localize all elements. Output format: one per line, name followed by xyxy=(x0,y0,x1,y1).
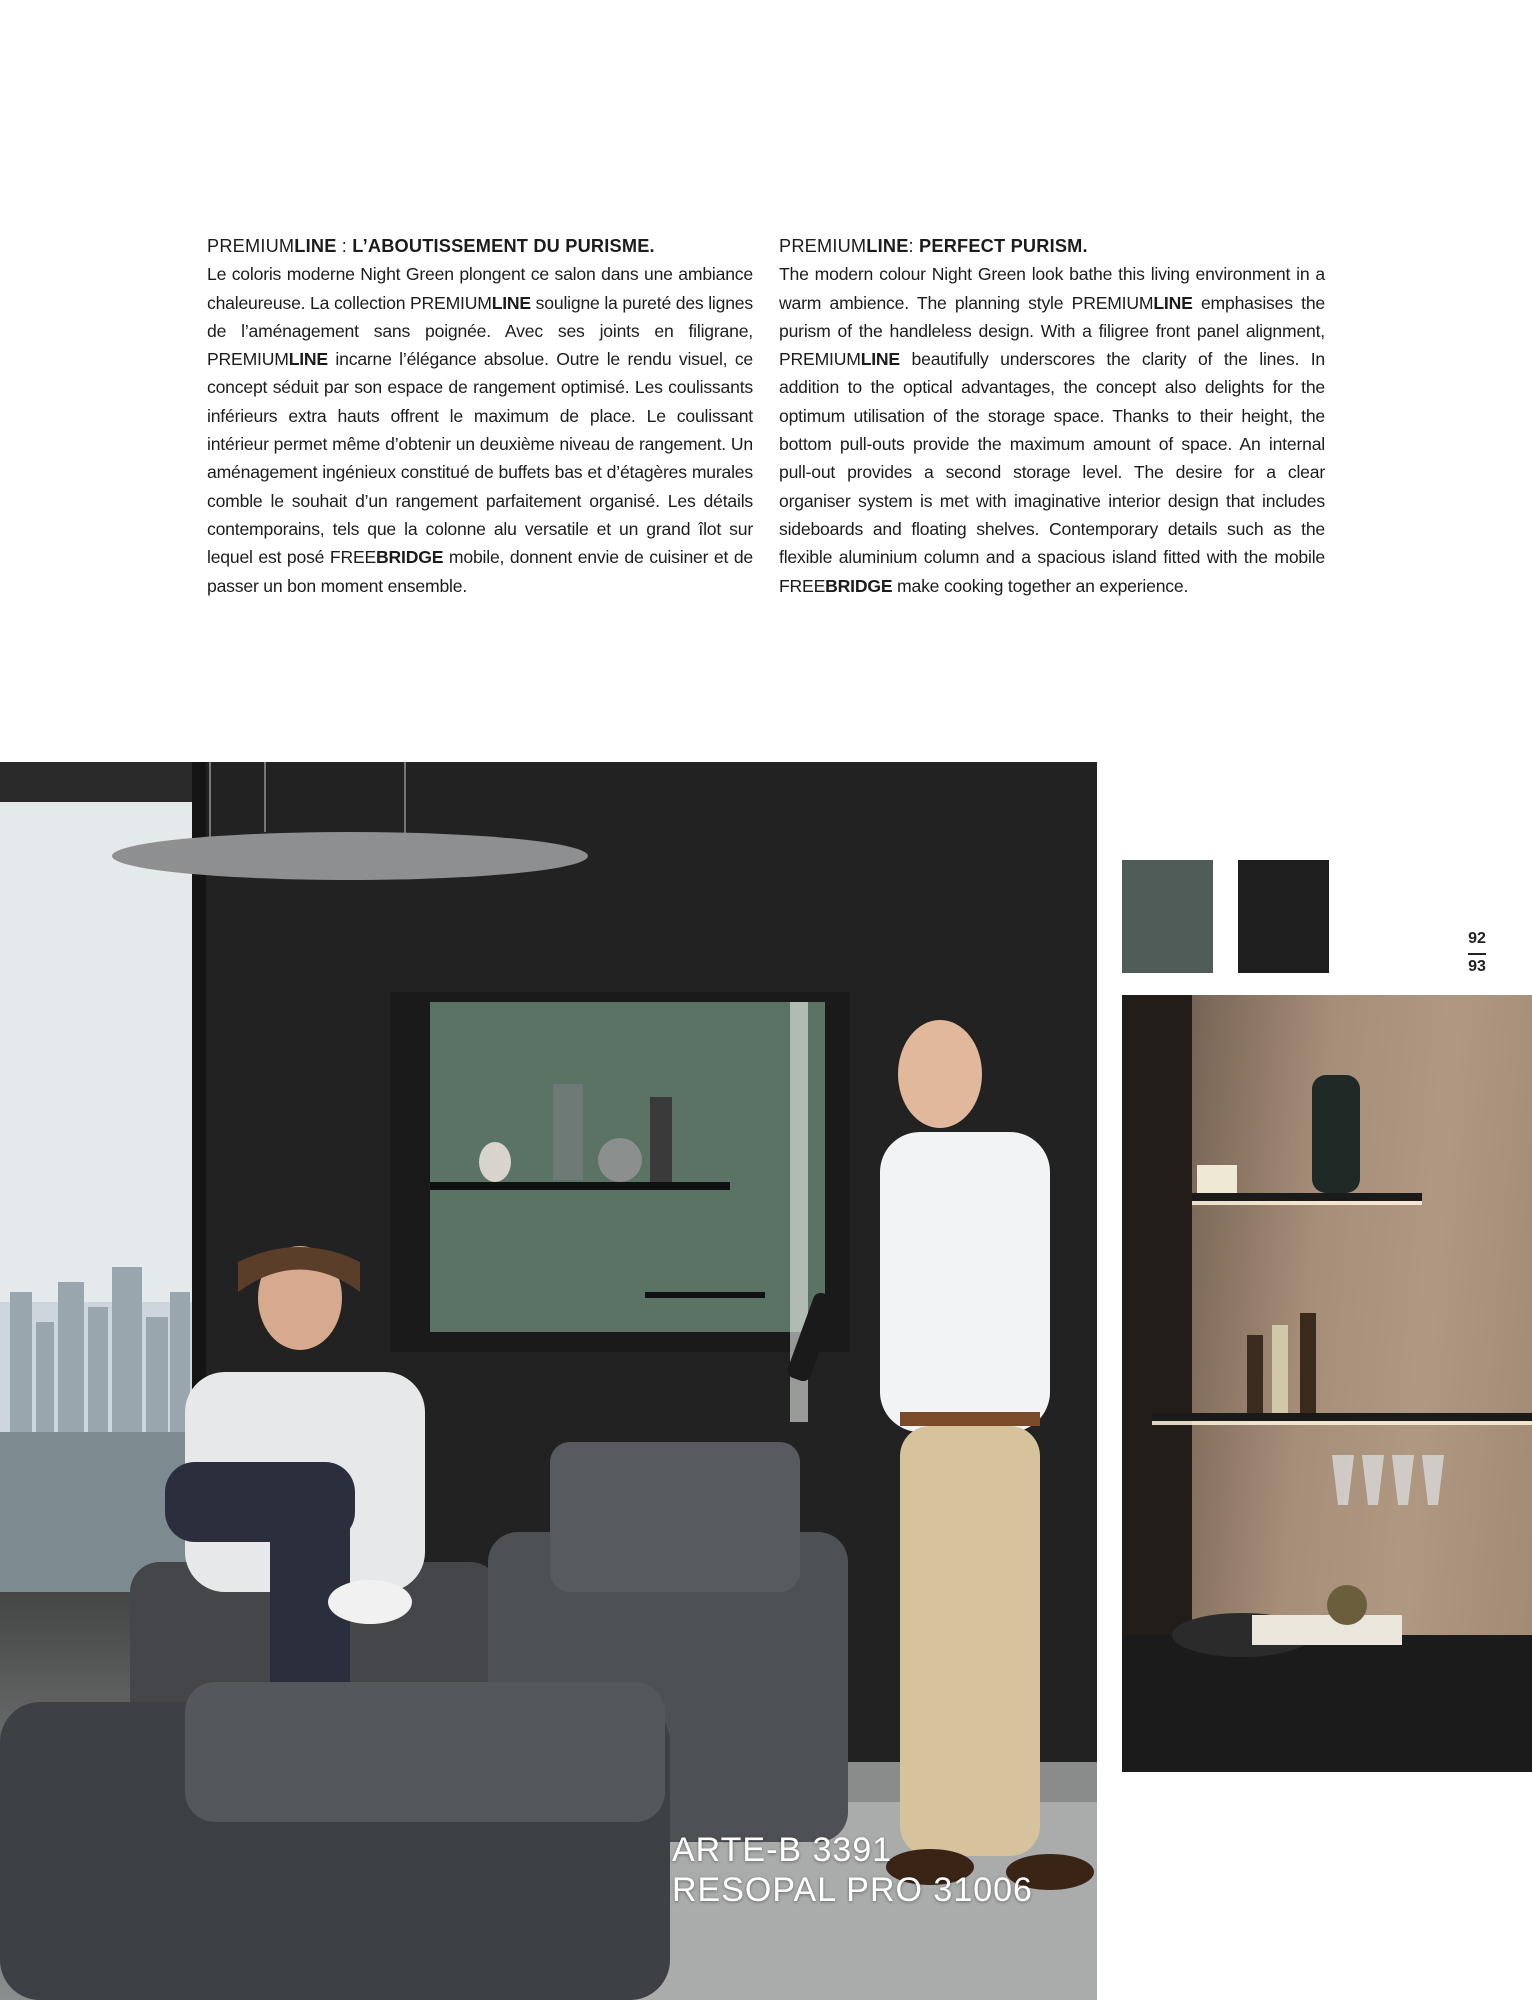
bottle-2 xyxy=(1272,1325,1288,1413)
english-heading-brand-prefix: PREMIUM xyxy=(779,236,867,256)
french-body-paragraph xyxy=(207,260,753,600)
product-caption xyxy=(672,1830,1033,1910)
standing-man-head xyxy=(898,1020,982,1128)
upper-shelf-vase xyxy=(1312,1075,1360,1193)
page-number-left: 92 xyxy=(1468,930,1486,947)
french-body-part-2: souligne la pureté des lignes de l’aménagement sans poignée. Avec ses joints en filigrane, PREMIUM xyxy=(207,292,753,370)
seated-man-sneaker xyxy=(328,1580,412,1624)
english-body-part-2: emphasises the purism of the handleless design. With a filigree front panel alignment, PREMIUM xyxy=(779,292,1325,370)
vase-small xyxy=(479,1142,511,1182)
niche-shelf-lower xyxy=(645,1292,765,1298)
english-heading-title: PERFECT PURISM. xyxy=(919,236,1088,256)
upper-shelf-lamp xyxy=(1197,1165,1237,1193)
french-body-part-1: Le coloris moderne Night Green plongent ce salon dans une ambiance chaleureuse. La collection PREMIUM xyxy=(207,264,753,313)
french-body-bold-1: LINE xyxy=(491,292,531,313)
english-body-part-4: make cooking together an experience. xyxy=(892,575,1189,596)
living-room-illustration xyxy=(0,762,1097,2000)
french-heading-separator: : xyxy=(336,236,353,256)
standing-man-shirt xyxy=(880,1132,1050,1432)
upper-shelf xyxy=(1192,1193,1422,1201)
english-body-bold-2: LINE xyxy=(860,349,900,370)
english-body-paragraph xyxy=(779,260,1325,600)
french-body-bold-3: BRIDGE xyxy=(376,547,444,568)
caption-line-2: RESOPAL PRO 31006 xyxy=(672,1871,1033,1909)
decor-sphere xyxy=(1327,1585,1367,1625)
page-number-right: 93 xyxy=(1468,958,1486,975)
black-swatch xyxy=(1238,860,1329,973)
window-sky xyxy=(0,802,195,1302)
niche-shelf-upper xyxy=(430,1182,730,1190)
english-body-part-1: The modern colour Night Green look bathe this living environment in a warm ambience. The planning style PREMIUM xyxy=(779,264,1325,313)
night-green-swatch xyxy=(1122,860,1213,973)
english-body-bold-3: BRIDGE xyxy=(825,575,893,596)
french-heading-brand-bold: LINE xyxy=(294,236,337,256)
vase-glass xyxy=(553,1084,583,1180)
english-body-bold-1: LINE xyxy=(1153,292,1193,313)
french-body-part-4: mobile, donnent envie de cuisiner et de passer un bon moment ensemble. xyxy=(207,547,754,596)
vase-round xyxy=(598,1138,642,1182)
lower-shelf xyxy=(1152,1413,1532,1421)
bottle-1 xyxy=(1247,1335,1263,1413)
standing-man-trousers xyxy=(900,1426,1040,1856)
english-text-column xyxy=(779,232,1325,600)
english-body-part-3: beautifully underscores the clarity of the lines. In addition to the optical advantages, the concept also delights for the optimum utilisation of the storage space. Thanks to their height, the bottom pull-outs provide the maximum amount of space. An internal pull-out provides a second storage level. The desire for a clear organiser system is met with imaginative interior design that includes sideboards and floating shelves. Contemporary details such as the flexible aluminium column and a spacious island fitted with the mobile FREE xyxy=(779,349,1325,596)
french-heading-brand-prefix: PREMIUM xyxy=(207,236,295,256)
upper-shelf-light xyxy=(1192,1201,1422,1205)
shelf-detail-photo xyxy=(1122,995,1532,1772)
french-body-part-3: incarne l’élégance absolue. Outre le rendu visuel, ce concept séduit par son espace de rangement optimisé. Les coulissants inférieurs extra hauts offrent le maximum de place. Le coulissant intérieur permet même d’obtenir un deuxième niveau de rangement. Un aménagement ingénieux constitué de buffets bas et d’étagères murales comble le souhait d’un rangement parfaitement organisé. Les détails contemporains, tels que la colonne alu versatile et un grand îlot sur lequel est posé FREE xyxy=(207,349,753,568)
foreground-sofa-cushion xyxy=(185,1682,665,1822)
counter xyxy=(1122,1635,1532,1772)
french-heading xyxy=(207,232,753,260)
french-body-bold-2: LINE xyxy=(288,349,328,370)
lower-shelf-light xyxy=(1152,1421,1532,1425)
shelf-detail-illustration xyxy=(1122,995,1532,1772)
living-room-photo xyxy=(0,762,1097,2000)
french-heading-title: L’ABOUTISSEMENT DU PURISME. xyxy=(352,236,655,256)
french-text-column xyxy=(207,232,753,600)
armchair-right-back xyxy=(550,1442,800,1592)
english-heading-separator: : xyxy=(908,236,920,256)
english-heading xyxy=(779,232,1325,260)
book-stack xyxy=(1252,1615,1402,1645)
caption-line-1: ARTE-B 3391 xyxy=(672,1831,893,1869)
bottle-3 xyxy=(1300,1313,1316,1413)
standing-man-belt xyxy=(900,1412,1040,1426)
english-heading-brand-bold: LINE xyxy=(866,236,909,256)
page-number-divider xyxy=(1468,953,1486,955)
pendant-lamp xyxy=(112,832,588,880)
vase-dark xyxy=(650,1097,672,1182)
